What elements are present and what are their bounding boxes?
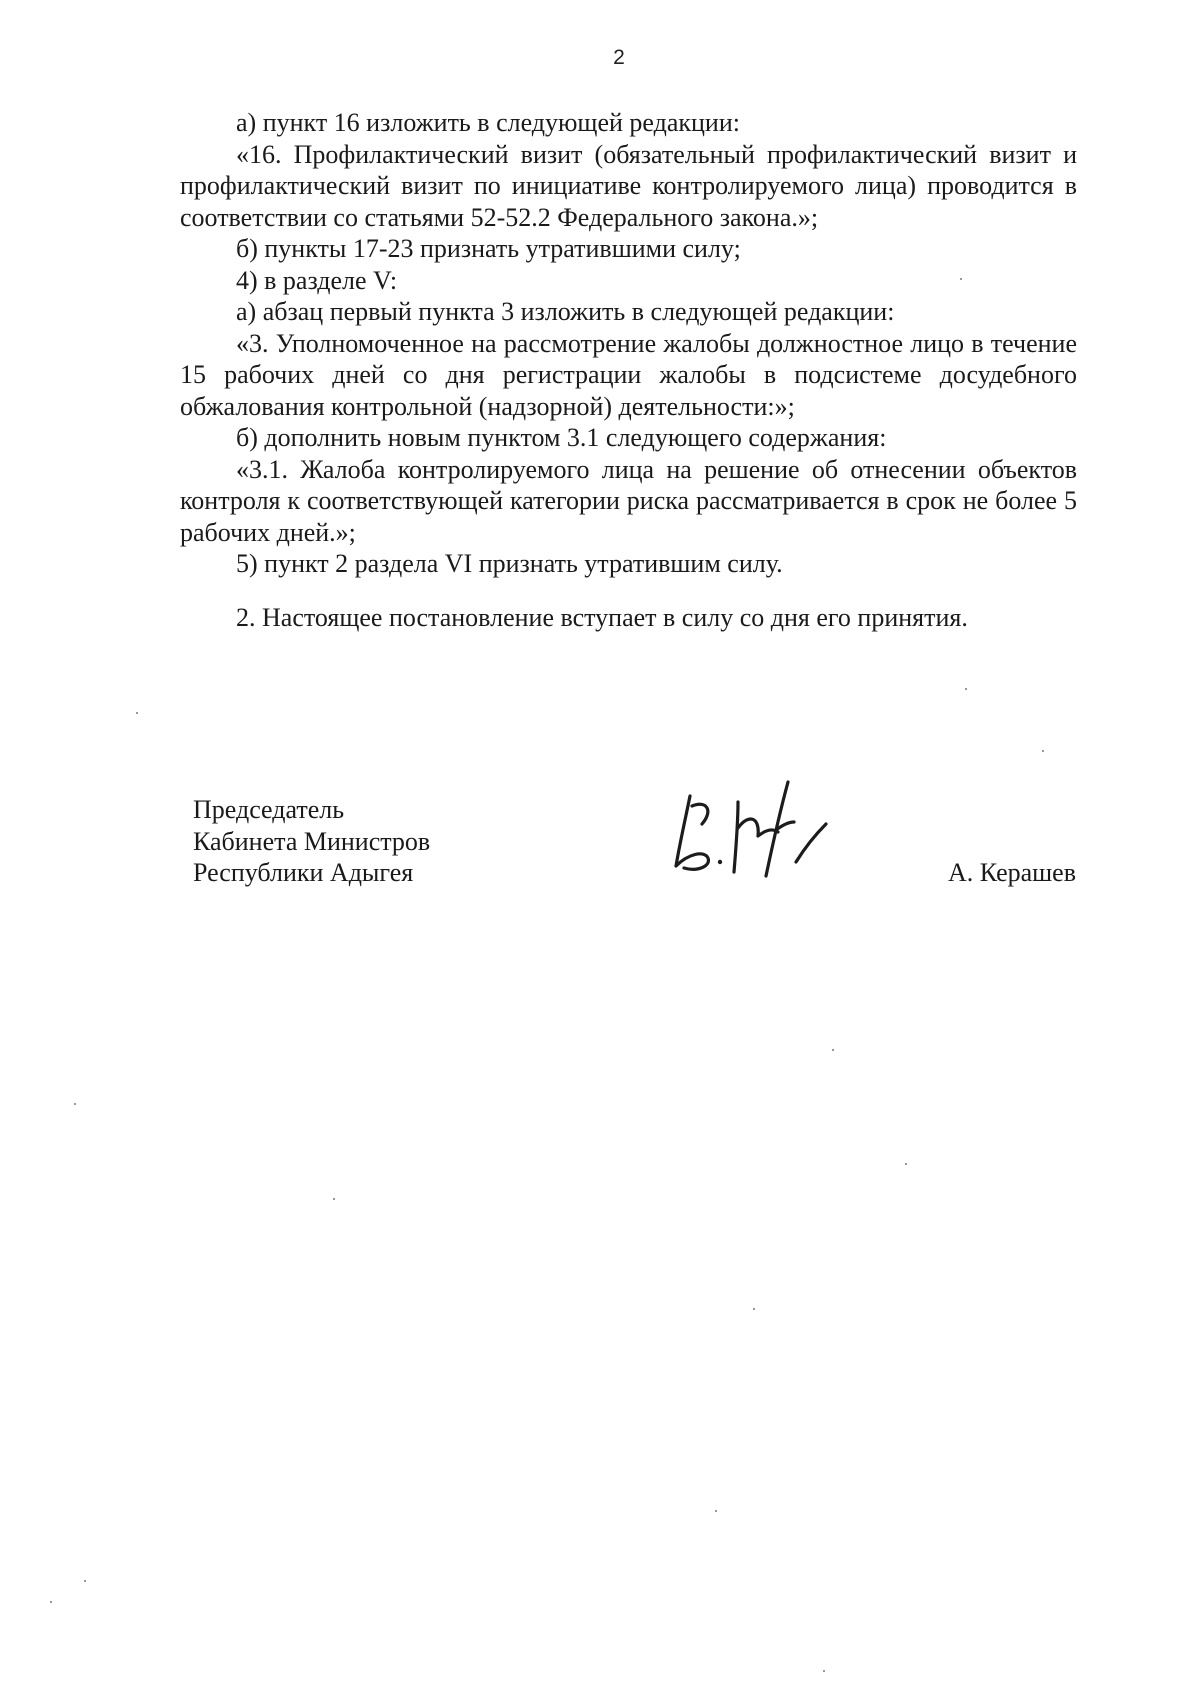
paragraph: а) пункт 16 изложить в следующей редакции: (236, 108, 740, 137)
scan-speck (715, 1510, 717, 1512)
paragraph: 5) пункт 2 раздела VI признать утратившим силу. (236, 549, 783, 578)
scan-speck (905, 1163, 907, 1165)
document-body (180, 107, 1077, 633)
scan-speck (965, 688, 967, 690)
scan-speck (823, 1670, 825, 1672)
scan-speck (74, 1103, 76, 1105)
signatory-title-line: Республики Адыгея (193, 858, 414, 887)
paragraph: а) абзац первый пункта 3 изложить в следующей редакции: (236, 297, 895, 326)
scan-speck (136, 712, 138, 714)
scan-speck (960, 278, 962, 280)
handwritten-signature (668, 776, 833, 886)
paragraph: 4) в разделе V: (236, 265, 398, 295)
scan-speck (333, 1198, 335, 1200)
scan-speck (50, 1601, 52, 1603)
signer-name: А. Керашев (947, 858, 1076, 887)
scan-speck (84, 1580, 86, 1582)
paragraph: «16. Профилактический визит (обязательный профилактический визит и профилактический визит по инициативе контролируемого лица) проводится в соответствии со статьями 52-52.2 Федерального закона.»; (180, 139, 1077, 232)
page-number: 2 (613, 46, 625, 69)
signatory-title-line: Председатель (193, 795, 345, 824)
paragraph: 2. Настоящее постановление вступает в силу со дня его принятия. (236, 602, 968, 632)
signatory-title-line: Кабинета Министров (193, 826, 431, 856)
scan-speck (753, 1308, 755, 1310)
paragraph: «3. Уполномоченное на рассмотрение жалобы должностное лицо в течение 15 рабочих дней со дня регистрации жалобы в подсистеме досудебного обжалования контрольной (надзорной) деятельности:»; (180, 328, 1077, 421)
scan-speck (1042, 750, 1044, 752)
paragraph: «3.1. Жалоба контролируемого лица на решение об отнесении объектов контроля к соответствующей категории риска рассматривается в срок не более 5 рабочих дней.»; (180, 454, 1077, 547)
scan-speck (832, 1049, 834, 1051)
signatory-title (193, 794, 430, 889)
paragraph: б) пункты 17-23 признать утратившими силу; (236, 234, 741, 263)
paragraph: б) дополнить новым пунктом 3.1 следующего содержания: (236, 423, 887, 452)
